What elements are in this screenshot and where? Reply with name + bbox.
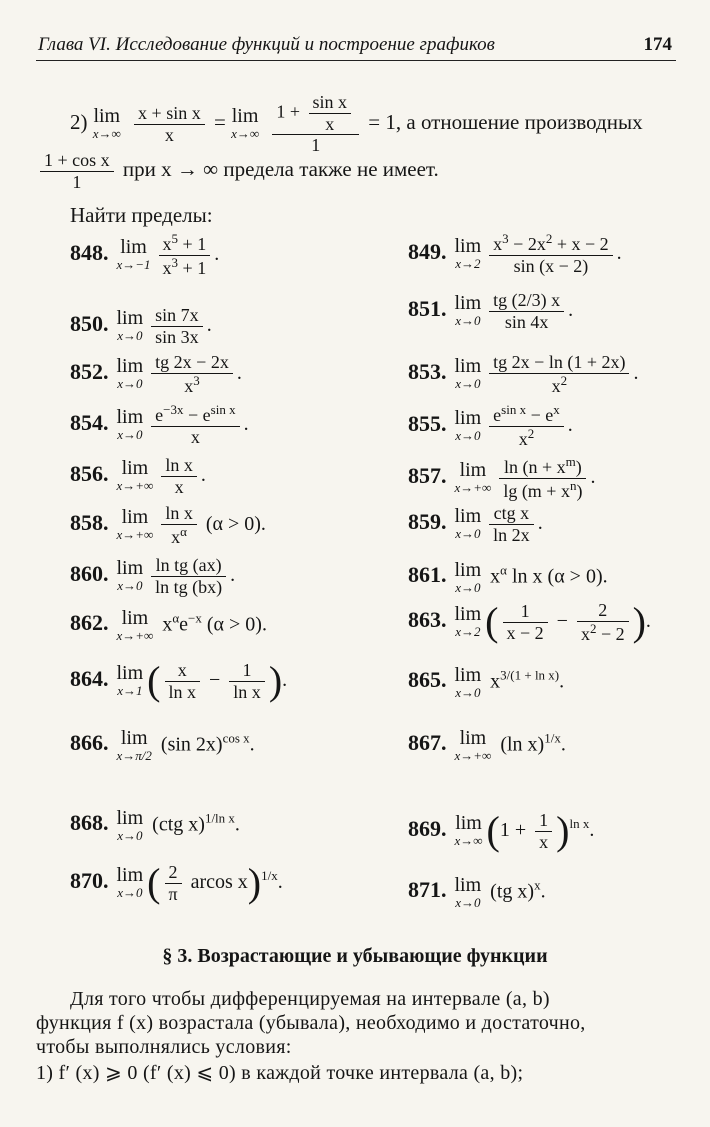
body-line-4: 1) f′ (x) ⩾ 0 (f′ (x) ⩽ 0) в каждой точке интервала (a, b); (36, 1062, 524, 1084)
problem-867: 867. lim x→+∞ (ln x)$^{1/x}$. (408, 727, 566, 763)
problem-850: 850. lim x→0 $\frac{\sin 7x}{\sin 3x}$ . (70, 305, 212, 347)
problem-852: 852. lim x→0 $\frac{tg 2x - 2x}{x^3}$ . (70, 352, 242, 396)
problem-853: 853. lim x→0 $\frac{tg 2x - \ln (1 + 2x)}{x^2}$ . (408, 352, 639, 396)
problem-862: 862. lim x→+∞ $x^\alpha e^{-x}$ (α > 0). (70, 607, 267, 643)
body-line-1: Для того чтобы дифференцируемая на интервале (a, b) (70, 988, 550, 1010)
problem-858: 858. lim x→+∞ $\frac{\text{ln x}}{x^\alpha}$ (α > 0). (70, 503, 266, 547)
problem-848: 848. lim x→−1 $\frac{x^5 + 1}{x^3 + 1}$ . (70, 231, 220, 278)
problem-856: 856. lim x→+∞ $\frac{\text{ln x}}{x}$ . (70, 455, 206, 497)
problem-866: 866. lim x→π/2 (sin 2x)$^{cos x}$. (70, 727, 255, 763)
problem-863: 863. lim x→2 ( $\frac{1}{x - 2}$ − $\frac{2}{x^2 - 2}$ ). (408, 599, 651, 645)
find-limits-label: Найти пределы: (70, 203, 213, 227)
problem-870: 870. lim x→0 ( $\frac{2}{\pi}$ arcos x)$^{1/x}$. (70, 860, 283, 906)
problem-860: 860. lim x→0 $\frac{\text{ln tg (ax)}}{\text{ln tg (bx)}}$ . (70, 555, 236, 597)
problem-855: 855. lim x→0 $\frac{e^{sin x} - e^x}{x^2}$ . (408, 402, 573, 449)
intro-line2: $\frac{\text{1 + cos x}}{1}$ при x → ∞ предела также не имеет. (36, 150, 439, 192)
body-line-3: чтобы выполнялись условия: (36, 1036, 292, 1058)
problem-859: 859. lim x→0 $\frac{\text{ctg x}}{\ln 2x}$ . (408, 503, 543, 545)
header-rule (36, 60, 676, 61)
problem-857: 857. lim x→+∞ $\frac{\ln (n + x^m)}{\lg (m + x^n)}$ . (408, 454, 596, 501)
item-number: 2) (70, 109, 88, 134)
intro-formula: 2) lim x→∞ $\frac{\text{x + sin x}}{x}$ = lim x→∞ 1 + $\frac{\text{sin x}}{x}$ 1 = 1, а отношение производных (70, 92, 643, 156)
problem-849: 849. lim x→2 $\frac{x^3 - 2x^2 + x - 2}{\sin (x - 2)}$ . (408, 231, 622, 276)
problem-868: 868. lim x→0 (ctg x)$^{1/ln x}$. (70, 807, 240, 843)
body-line-2: функция f (x) возрастала (убывала), необходимо и достаточно, (36, 1012, 586, 1034)
problem-851: 851. lim x→0 $\frac{tg (2/3) x}{\sin 4x}$ . (408, 290, 574, 332)
problem-869: 869. lim x→∞ (1 + $\frac{1}{x}$ )$^{ln x}$. (408, 808, 595, 854)
running-header: Глава VI. Исследование функций и построение графиков (38, 34, 495, 55)
intro-tail: = 1, а отношение производных (368, 109, 643, 134)
section-heading: § 3. Возрастающие и убывающие функции (162, 945, 548, 967)
problem-861: 861. lim x→0 $x^\alpha$ ln x (α > 0). (408, 559, 608, 595)
problem-854: 854. lim x→0 $\frac{e^{-3x} - e^{sin x}}{x}$ . (70, 402, 249, 447)
problem-864: 864. lim x→1 ( $\frac{x}{\text{ln x}}$ − $\frac{1}{\text{ln x}}$ ). (70, 658, 288, 704)
problem-871: 871. lim x→0 (tg x)$^x$. (408, 874, 546, 910)
page-number: 174 (643, 34, 672, 55)
problem-865: 865. lim x→0 $x^{3/(1 + ln x)}$. (408, 664, 565, 700)
